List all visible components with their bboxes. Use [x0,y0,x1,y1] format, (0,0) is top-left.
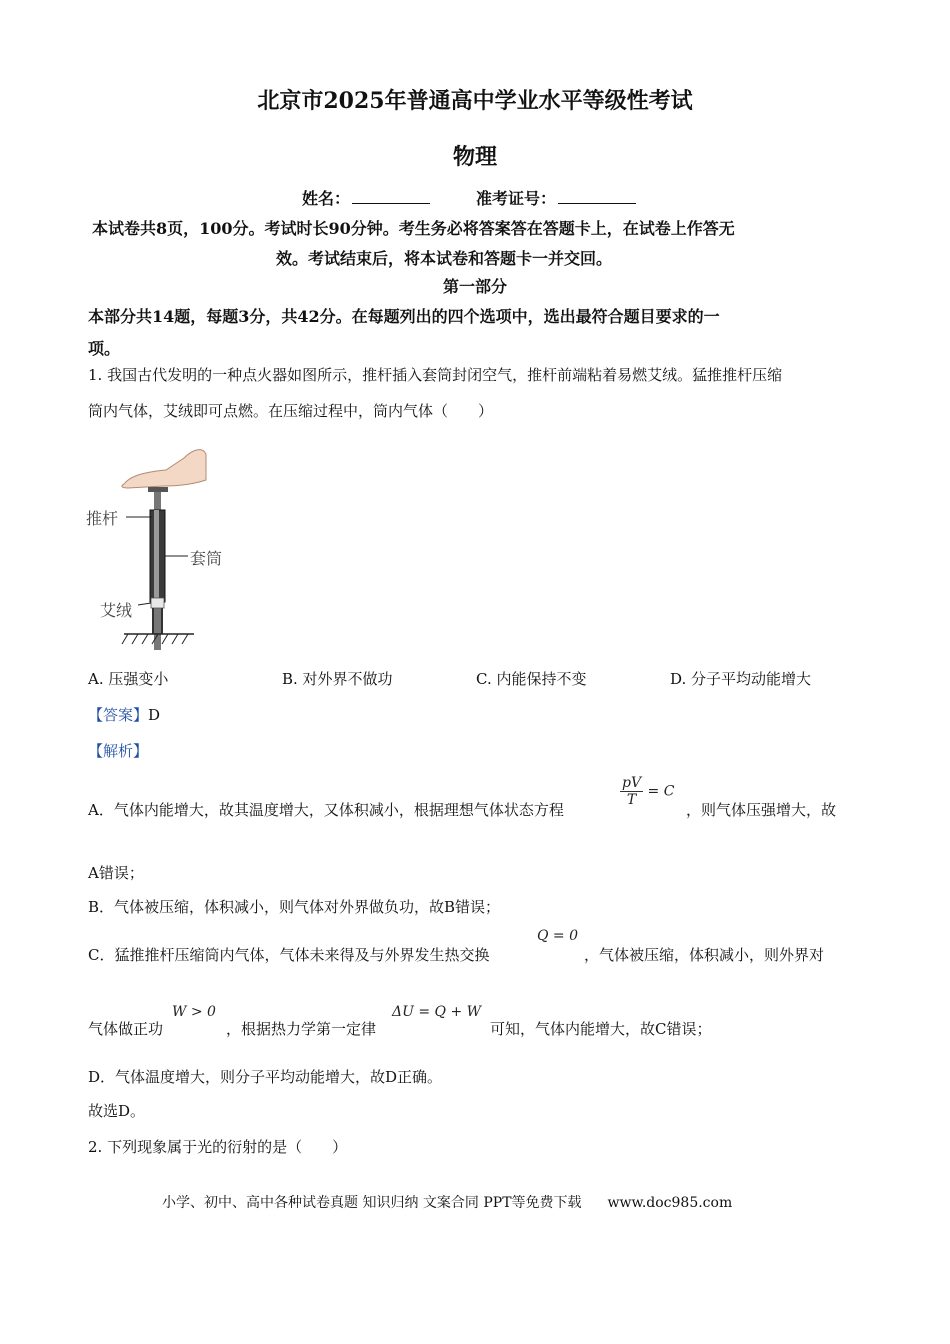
q1-answer [88,704,160,725]
subject-title: 物理 [452,144,497,170]
exam-title: 北京市2025年普通高中学业水平等级性考试 [257,88,693,114]
formula-ideal-gas [620,775,674,808]
hand-icon [122,450,206,488]
analysis-c-part-1: C．猛推推杆压缩筒内气体，气体未来得及与外界发生热交换 [88,946,490,964]
part-heading: 第一部分 [442,277,507,296]
analysis-c-part-2: ，气体被压缩，体积减小，则外界对 [584,946,825,964]
analysis-a-line-2: A错误； [88,864,144,882]
name-field [302,186,430,209]
formula-first-law: ΔU = Q + W [392,1004,482,1020]
formula-q-zero: Q = 0 [537,928,579,944]
rod-lower-left [152,608,154,634]
tinder [151,598,164,608]
id-label: 准考证号： [476,189,557,208]
analysis-c-part-3: 气体做正功 [88,1020,164,1038]
analysis-label: 【解析】 [88,742,149,760]
formula-den: T [626,792,637,808]
instructions-line-2: 效。考试结束后，将本试卷和答题卡一并交回。 [276,249,613,268]
analysis-c-part-5: 可知，气体内能增大，故C错误； [490,1020,712,1038]
footer-url[interactable]: www.doc985.com [607,1195,733,1211]
analysis-c-part-4: ，根据热力学第一定律 [226,1020,377,1038]
footer-text: 小学、初中、高中各种试卷真题 知识归纳 文案合同 PPT等免费下载 [162,1195,582,1211]
answer-label: 【答案】 [88,706,149,724]
piston-cap [148,487,168,492]
analysis-d: D．气体温度增大，则分子平均动能增大，故D正确。 [88,1068,443,1086]
q1-option-b: B. 对外界不做功 [282,670,393,688]
name-blank [352,187,430,204]
label-tinder: 艾绒 [100,601,133,620]
analysis-a-part-2: ，则气体压强增大，故 [686,801,837,819]
rod-lower-right [161,608,163,634]
name-label: 姓名： [302,189,351,208]
q1-option-d: D. 分子平均动能增大 [670,670,812,688]
formula-num: pV [622,775,642,791]
q1-stem-line-2: 筒内气体，艾绒即可点燃。在压缩过程中，筒内气体（ ） [88,402,494,420]
tinder-leader [138,603,151,605]
analysis-a-line-1 [88,799,564,820]
q1-stem-line-1: 1. 我国古代发明的一种点火器如图所示，推杆插入套筒封闭空气，推杆前端粘着易燃艾绒。猛推推杆压缩 [88,366,783,384]
label-rod: 推杆 [86,509,119,528]
part-desc-line-2: 项。 [88,339,121,358]
q1-option-a: A. 压强变小 [88,670,169,688]
id-blank [558,187,636,204]
instructions-line-1: 本试卷共8页，100分。考试时长90分钟。考生务必将答案答在答题卡上，在试卷上作答无 [92,219,735,238]
formula-fraction [620,775,643,808]
sleeve-inner [154,510,159,598]
q2-stem: 2. 下列现象属于光的衍射的是（ ） [88,1138,348,1156]
answer-value: D [148,706,161,724]
q1-option-c: C. 内能保持不变 [476,670,587,688]
formula-rhs: = C [647,783,675,800]
analysis-conclusion: 故选D。 [88,1102,146,1120]
label-sleeve: 套筒 [190,549,223,568]
footer [162,1192,732,1212]
analysis-b: B．气体被压缩，体积减小，则气体对外界做负功，故B错误； [88,898,501,916]
formula-w-positive: W > 0 [172,1004,216,1020]
part-desc-line-1: 本部分共14题，每题3分，共42分。在每题列出的四个选项中，选出最符合题目要求的一 [88,307,720,326]
id-field [476,186,636,209]
analysis-a-part-1: A．气体内能增大，故其温度增大，又体积减小，根据理想气体状态方程 [88,801,564,819]
